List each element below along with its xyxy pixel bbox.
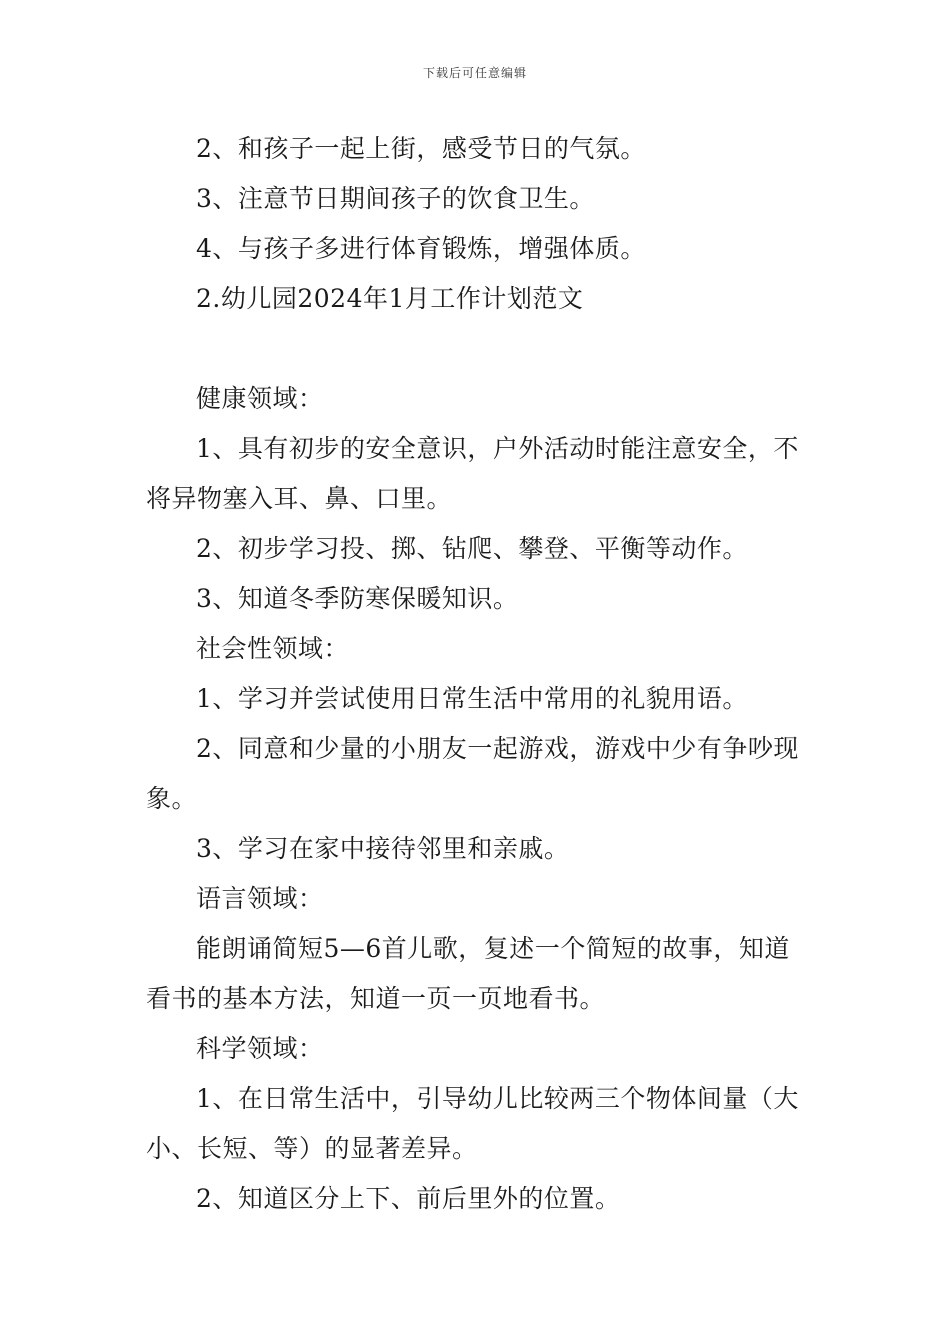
paragraph: 1、学习并尝试使用日常生活中常用的礼貌用语。 xyxy=(196,684,748,713)
heading-language: 语言领域： xyxy=(196,884,324,913)
paragraph: 4、与孩子多进行体育锻炼，增强体质。 xyxy=(196,234,646,263)
paragraph: 2、同意和少量的小朋友一起游戏，游戏中少有争吵现象。 xyxy=(146,734,799,813)
heading-health: 健康领域： xyxy=(196,384,324,413)
paragraph: 2、和孩子一起上街，感受节日的气氛。 xyxy=(196,134,646,163)
paragraph: 3、注意节日期间孩子的饮食卫生。 xyxy=(196,184,595,213)
paragraph: 3、学习在家中接待邻里和亲戚。 xyxy=(196,834,570,863)
heading-science: 科学领域： xyxy=(196,1034,324,1063)
heading-social: 社会性领域： xyxy=(196,634,350,663)
page-header: 下载后可任意编辑 xyxy=(422,66,527,80)
document-body xyxy=(146,124,810,1224)
paragraph: 3、知道冬季防寒保暖知识。 xyxy=(196,584,519,613)
paragraph: 2、知道区分上下、前后里外的位置。 xyxy=(196,1184,621,1213)
paragraph: 能朗诵简短5—6首儿歌，复述一个简短的故事，知道看书的基本方法，知道一页一页地看书。 xyxy=(146,934,790,1013)
paragraph: 2、初步学习投、掷、钻爬、攀登、平衡等动作。 xyxy=(196,534,748,563)
blank-line xyxy=(146,324,810,374)
section-title: 2.幼儿园2024年1月工作计划范文 xyxy=(196,284,584,313)
paragraph: 1、在日常生活中，引导幼儿比较两三个物体间量（大小、长短、等）的显著差异。 xyxy=(146,1084,799,1163)
paragraph: 1、具有初步的安全意识，户外活动时能注意安全，不将异物塞入耳、鼻、口里。 xyxy=(146,434,799,513)
